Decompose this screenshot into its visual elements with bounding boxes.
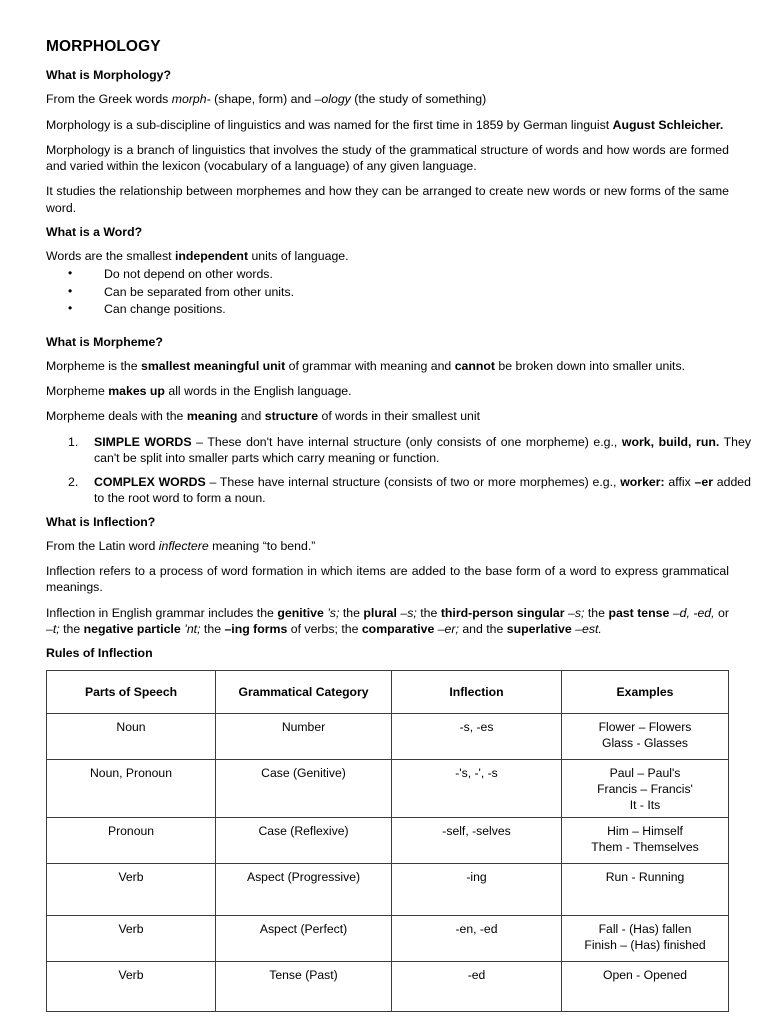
example-line: Paul – Paul's: [609, 766, 681, 781]
example-line: Them - Themselves: [591, 839, 699, 854]
cell-examples: [562, 962, 729, 1012]
example-line: Run - Running: [605, 870, 685, 885]
heading-what-is-morpheme: [46, 335, 728, 350]
bold-superlative: superlative: [506, 621, 572, 636]
cell-grammatical-category: Case (Reflexive): [216, 818, 392, 864]
cell-grammatical-category: Case (Genitive): [216, 760, 392, 818]
cell-inflection: -self, -selves: [392, 818, 562, 864]
list-item-complex-words: [68, 474, 751, 506]
table-row: [47, 916, 729, 962]
paragraph-morpheme-makes-up: [46, 383, 729, 399]
text-run: From the Latin word: [46, 538, 159, 553]
cell-grammatical-category: Tense (Past): [216, 962, 392, 1012]
paragraph-inflection-definition: Inflection refers to a process of word formation in which items are added to the base form of a word to express grammatical meanings.: [46, 564, 729, 595]
paragraph-studies-relationship: It studies the relationship between morphemes and how they can be arranged to create new words or new forms of the same word.: [46, 184, 729, 215]
cell-grammatical-category: Aspect (Progressive): [216, 864, 392, 916]
column-header-grammatical-category: Grammatical Category: [216, 671, 392, 714]
text-run: Morpheme: [46, 384, 109, 399]
list-item: • Can be separated from other units.: [68, 284, 728, 301]
bold-past-tense: past tense: [608, 605, 670, 620]
italic-nt-suffix: ’nt;: [180, 621, 201, 636]
bold-independent: independent: [174, 249, 249, 264]
paragraph-schleicher: [46, 117, 729, 133]
example-line: Fall - (Has) fallen: [598, 922, 692, 937]
cell-parts-of-speech: Pronoun: [47, 818, 216, 864]
cell-parts-of-speech: Verb: [47, 864, 216, 916]
word-properties-list: [46, 266, 728, 318]
cell-parts-of-speech: Verb: [47, 916, 216, 962]
italic-past-tense-suffix: –d, -ed,: [669, 605, 715, 620]
paragraph-morpheme-definition: [46, 358, 729, 374]
spacer: [46, 319, 728, 335]
heading-what-is-a-word: What is a Word?: [46, 224, 143, 239]
example-line: Finish – (Has) finished: [584, 937, 706, 952]
table-row: [47, 714, 729, 760]
paragraph-greek-origin: [46, 91, 729, 107]
cell-inflection: -s, -es: [392, 714, 562, 760]
text-run: Morpheme is the: [46, 359, 142, 374]
example-line: Glass - Glasses: [601, 735, 688, 750]
bold-er-suffix: –er: [694, 475, 714, 490]
text-run: the: [584, 605, 609, 620]
text-run: the: [416, 605, 441, 620]
bold-simple-words: SIMPLE WORDS: [94, 434, 192, 449]
italic-est-suffix: –est.: [571, 621, 602, 636]
italic-third-person-suffix: –s;: [564, 605, 585, 620]
example-line: It - Its: [629, 797, 661, 812]
bold-cannot: cannot: [454, 359, 496, 374]
word-types-list: [46, 434, 751, 507]
bold-plural: plural: [363, 605, 397, 620]
table-row: [47, 864, 729, 916]
text-run: – These don't have internal structure (only consists of one morpheme) e.g.,: [191, 434, 622, 449]
example-line: Open - Opened: [602, 968, 687, 983]
text-run: (the study of something): [350, 92, 487, 107]
italic-inflectere: inflectere: [158, 538, 209, 553]
rules-of-inflection-table: [46, 670, 729, 1012]
bold-complex-words: COMPLEX WORDS: [94, 475, 206, 490]
cell-examples: [562, 916, 729, 962]
text-run: Words are the smallest: [46, 249, 175, 264]
paragraph-branch-of-linguistics: Morphology is a branch of linguistics that involves the study of the grammatical structure of words and how words are formed and varied within the lexicon (vocabulary of a language) of any given language.: [46, 142, 729, 174]
cell-grammatical-category: Aspect (Perfect): [216, 916, 392, 962]
bold-comparative: comparative: [361, 621, 435, 636]
bold-ing-forms: –ing forms: [224, 621, 288, 636]
bold-august-schleicher: August Schleicher.: [612, 117, 724, 132]
text-run: the: [59, 621, 84, 636]
text-run: all words in the English language.: [164, 384, 352, 399]
text-run: of words in their smallest unit: [318, 409, 481, 424]
text-run: of verbs; the: [287, 621, 362, 636]
list-item: • Do not depend on other words.: [68, 266, 728, 283]
italic-genitive-suffix: ’s;: [323, 605, 340, 620]
italic-plural-suffix: –s;: [396, 605, 417, 620]
table-row: [47, 760, 729, 818]
text-run: added to the root word to form a noun.: [94, 475, 751, 506]
heading-what-is-morphology: What is Morphology?: [46, 68, 172, 83]
text-run: and the: [458, 621, 507, 636]
cell-inflection: -ed: [392, 962, 562, 1012]
text-run: or: [714, 605, 729, 620]
text-run: From the Greek words: [46, 92, 172, 107]
italic-morph: morph-: [171, 92, 211, 107]
column-header-examples: Examples: [562, 671, 729, 714]
heading-text: What is Morpheme?: [46, 334, 163, 349]
cell-examples: [562, 760, 729, 818]
page-title: MORPHOLOGY: [46, 38, 161, 55]
cell-inflection: -'s, -', -s: [392, 760, 562, 818]
paragraph-words-intro: [46, 248, 729, 264]
cell-examples: [562, 714, 729, 760]
bold-structure: structure: [264, 409, 319, 424]
italic-er-suffix: –er;: [434, 621, 459, 636]
text-run: – These have internal structure (consists of two or more morphemes) e.g.,: [205, 475, 621, 490]
cell-grammatical-category: Number: [216, 714, 392, 760]
table-row: [47, 962, 729, 1012]
cell-parts-of-speech: Verb: [47, 962, 216, 1012]
table-row: [47, 818, 729, 864]
text-run: and: [237, 409, 265, 424]
table-header-row: [47, 671, 729, 714]
heading-what-is-inflection: What is Inflection?: [46, 514, 156, 529]
italic-ology: –ology: [314, 92, 351, 107]
example-line: Francis – Francis': [597, 781, 693, 796]
cell-inflection: -en, -ed: [392, 916, 562, 962]
text-run: the: [339, 605, 364, 620]
text-run: Inflection in English grammar includes the: [46, 605, 278, 620]
column-header-inflection: Inflection: [392, 671, 562, 714]
example-line: Him – Himself: [607, 824, 683, 839]
bold-negative-particle: negative particle: [83, 621, 181, 636]
cell-examples: [562, 864, 729, 916]
text-run: They can't be split into smaller parts which carry meaning or function.: [94, 434, 751, 465]
paragraph-inflection-english-grammar: [46, 605, 729, 637]
paragraph-latin-origin: [46, 538, 729, 554]
text-run: units of language.: [248, 249, 349, 264]
bold-genitive: genitive: [277, 605, 324, 620]
bold-third-person-singular: third-person singular: [440, 605, 565, 620]
cell-examples: [562, 818, 729, 864]
bold-work-build-run: work, build, run.: [621, 434, 720, 449]
cell-inflection: -ing: [392, 864, 562, 916]
text-run: Morpheme deals with the: [46, 409, 187, 424]
text-run: meaning “to bend.”: [208, 538, 316, 553]
text-run: be broken down into smaller units.: [495, 359, 686, 374]
example-line: Flower – Flowers: [598, 720, 692, 735]
text-run: of grammar with meaning and: [285, 359, 455, 374]
bold-makes-up: makes up: [108, 384, 165, 399]
text-run: (shape, form) and: [210, 92, 315, 107]
text-run: Morphology is a sub-discipline of linguistics and was named for the first time in 1859 by German linguist: [46, 117, 613, 132]
bold-meaning: meaning: [186, 409, 238, 424]
text-run: the: [200, 621, 225, 636]
cell-parts-of-speech: Noun: [47, 714, 216, 760]
bold-worker: worker:: [620, 475, 665, 490]
list-item-simple-words: [68, 434, 751, 466]
list-item: • Can change positions.: [68, 301, 728, 318]
text-run: affix: [664, 475, 695, 490]
heading-rules-of-inflection: Rules of Inflection: [46, 646, 153, 660]
italic-t-suffix: –t;: [46, 621, 60, 636]
paragraph-morpheme-meaning-structure: [46, 408, 729, 424]
bold-smallest-meaningful-unit: smallest meaningful unit: [141, 359, 286, 374]
column-header-parts-of-speech: Parts of Speech: [47, 671, 216, 714]
cell-parts-of-speech: Noun, Pronoun: [47, 760, 216, 818]
